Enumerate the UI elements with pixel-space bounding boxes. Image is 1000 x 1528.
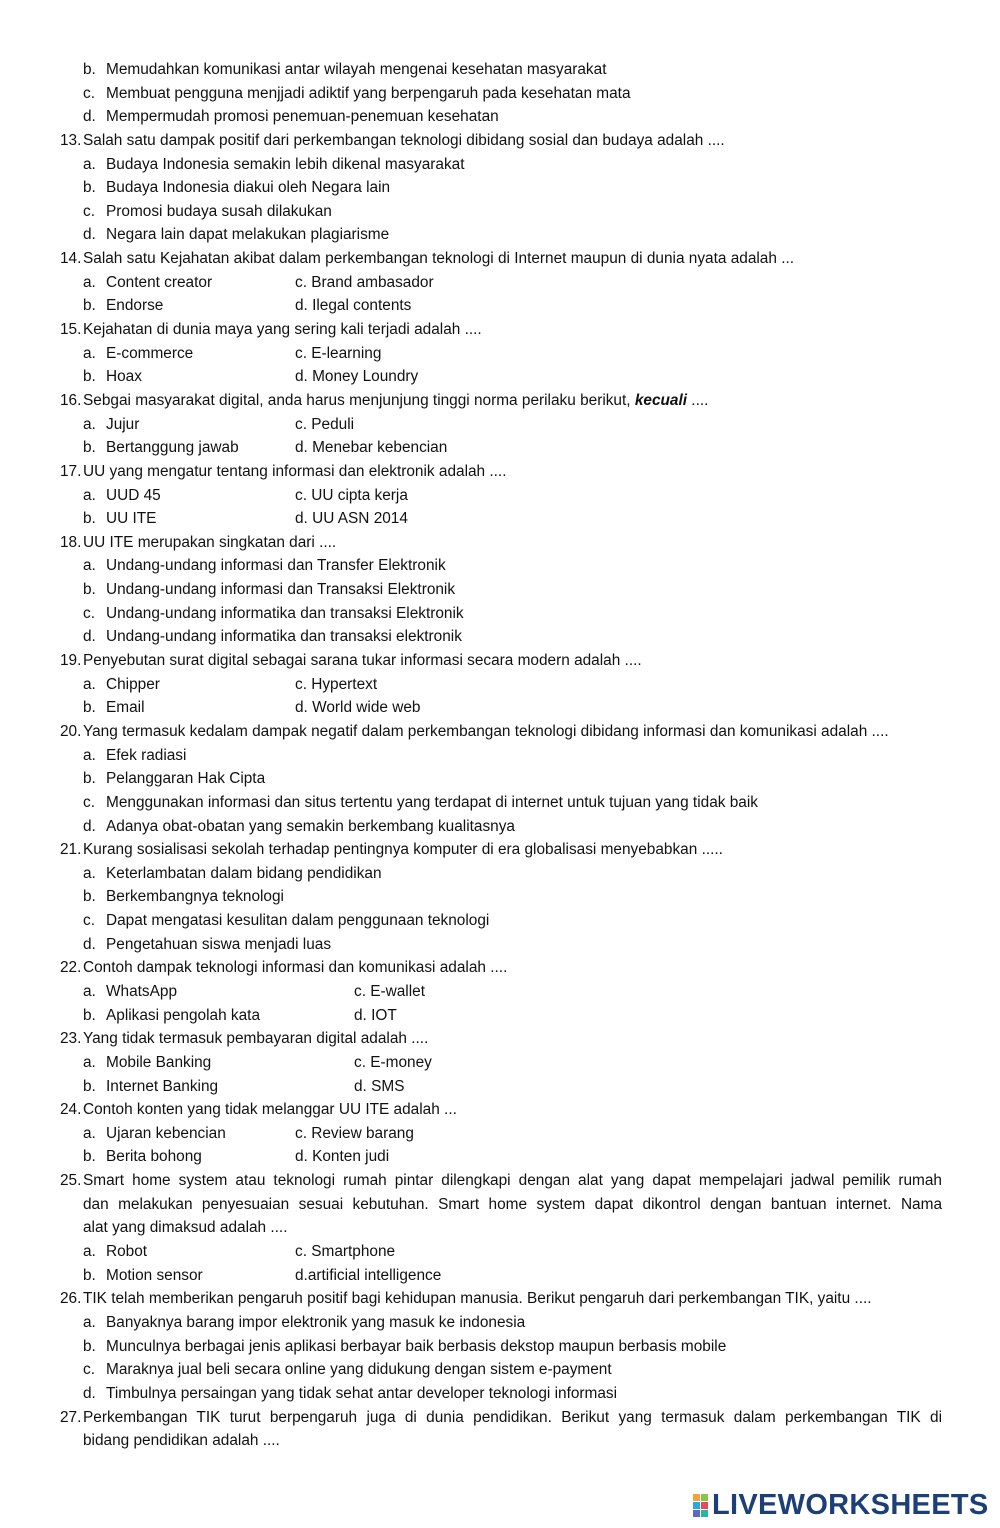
option-text-right: d. Konten judi [295,1148,390,1166]
answer-option [0,1311,1000,1335]
option-text: Berita bohong [106,1148,202,1166]
question-text: Penyebutan surat digital sebagai sarana tukar informasi secara modern adalah .... [83,652,642,670]
option-text-right: d. World wide web [295,699,421,717]
option-letter: b. [83,368,96,386]
answer-option [0,271,1000,295]
answer-option [0,1145,1000,1169]
option-text-right: d. Ilegal contents [295,297,412,315]
question-number: 22. [60,959,82,977]
question-line [0,649,1000,673]
option-text: Promosi budaya susah dilakukan [106,202,332,220]
option-text: Ujaran kebencian [106,1124,226,1142]
option-text: Dapat mengatasi kesulitan dalam penggunaan teknologi [106,912,490,930]
option-text: Membuat pengguna menjjadi adiktif yang berpengaruh pada kesehatan mata [106,84,631,102]
option-text-right: d. Money Loundry [295,368,419,386]
answer-option [0,1240,1000,1264]
question-continuation [0,1429,1000,1453]
question-line [0,956,1000,980]
question-number: 17. [60,462,82,480]
option-text: Mobile Banking [106,1053,212,1071]
answer-option [0,815,1000,839]
option-text-right: c. Peduli [295,415,355,433]
question-number: 14. [60,250,82,268]
option-text-right: d. IOT [354,1006,397,1024]
logo-block [701,1510,708,1517]
option-text: Bertanggung jawab [106,439,239,457]
option-letter: b. [83,297,96,315]
option-text: Timbulnya persaingan yang tidak sehat antar developer teknologi informasi [106,1384,618,1402]
question-text-part: Sebgai masyarakat digital, anda harus menjunjung tinggi norma perilaku berikut, [83,391,635,409]
option-text: Munculnya berbagai jenis aplikasi berbayar baik berbasis dekstop maupun berbasis mobile [106,1337,727,1355]
option-text: WhatsApp [106,982,178,1000]
question-text: UU yang mengatur tentang informasi dan elektronik adalah .... [83,462,507,480]
answer-option [0,1051,1000,1075]
liveworksheets-logo [693,1488,989,1522]
option-letter: d. [83,817,96,835]
option-letter: a. [83,982,96,1000]
question-line [0,1169,1000,1193]
question-text: UU ITE merupakan singkatan dari .... [83,533,337,551]
option-letter: a. [83,1053,96,1071]
option-text: Maraknya jual beli secara online yang didukung dengan sistem e-payment [106,1361,612,1379]
option-letter: b. [83,1337,96,1355]
option-text: E-commerce [106,344,194,362]
option-letter: b. [83,61,96,78]
option-text-right: d. Menebar kebencian [295,439,448,457]
answer-option [0,365,1000,389]
question-line [0,1027,1000,1051]
question-text: Perkembangan TIK turut berpengaruh juga di dunia pendidikan. Berikut yang termasuk dalam perkembangan TIK di [83,1408,942,1426]
answer-option [0,1335,1000,1359]
question-line [0,129,1000,153]
answer-option [0,673,1000,697]
question-text: dan melakukan penyesuaian sesuai kebutuhan. Smart home system dapat dikontrol dengan bantuan internet. Nama [83,1195,942,1213]
option-letter: b. [83,1266,96,1284]
logo-blocks-icon [693,1494,708,1517]
answer-option [0,744,1000,768]
answer-option [0,602,1000,626]
answer-option [0,933,1000,957]
answer-option [0,484,1000,508]
option-text: Robot [106,1243,148,1261]
option-letter: b. [83,1006,96,1024]
option-text: Adanya obat-obatan yang semakin berkembang kualitasnya [106,817,515,835]
option-text-right: c. Hypertext [295,675,378,693]
option-letter: a. [83,1124,96,1142]
answer-option [0,578,1000,602]
option-text-right: d. UU ASN 2014 [295,510,408,528]
answer-option [0,294,1000,318]
answer-option [0,1382,1000,1406]
question-text: Salah satu Kejahatan akibat dalam perkembangan teknologi di Internet maupun di dunia nyata adalah ... [83,250,795,268]
question-text: Yang termasuk kedalam dampak negatif dalam perkembangan teknologi dibidang informasi dan komunikasi adalah .... [83,722,889,740]
question-text: Salah satu dampak positif dari perkembangan teknologi dibidang sosial dan budaya adalah .... [83,131,725,149]
option-text: Berkembangnya teknologi [106,888,284,906]
answer-option [0,413,1000,437]
option-letter: a. [83,675,96,693]
option-letter: a. [83,746,96,764]
question-number: 15. [60,321,82,339]
question-text: Yang tidak termasuk pembayaran digital adalah .... [83,1030,429,1048]
option-text: Undang-undang informasi dan Transaksi Elektronik [106,581,456,599]
question-number: 25. [60,1172,82,1190]
worksheet-page [0,58,1000,1453]
answer-option [0,862,1000,886]
question-number: 26. [60,1290,82,1308]
answer-option [0,436,1000,460]
option-letter: b. [83,510,96,528]
question-line [0,247,1000,271]
option-letter: a. [83,864,96,882]
option-letter: c. [83,912,95,930]
option-text-right: d. SMS [354,1077,405,1095]
option-text: Keterlambatan dalam bidang pendidikan [106,864,382,882]
option-text: Motion sensor [106,1266,203,1284]
option-letter: b. [83,179,96,197]
option-letter: a. [83,344,96,362]
question-line [0,531,1000,555]
option-text: Aplikasi pengolah kata [106,1006,261,1024]
answer-option [0,909,1000,933]
option-letter: d. [83,226,96,244]
option-text: Negara lain dapat melakukan plagiarisme [106,226,390,244]
emphasis-word: kecuali [634,391,688,409]
answer-option [0,1075,1000,1099]
answer-option [0,223,1000,247]
option-letter: a. [83,1243,96,1261]
option-text: Email [106,699,145,717]
option-text: Budaya Indonesia semakin lebih dikenal masyarakat [106,155,465,173]
option-letter: b. [83,439,96,457]
question-number: 18. [60,533,82,551]
option-text: Undang-undang informasi dan Transfer Elektronik [106,557,446,575]
answer-option [0,1358,1000,1382]
question-text: alat yang dimaksud adalah .... [83,1219,288,1237]
option-letter: a. [83,557,96,575]
option-text: Jujur [106,415,140,433]
question-text: Contoh konten yang tidak melanggar UU ITE adalah ... [83,1101,457,1119]
option-letter: a. [83,155,96,173]
question-number: 23. [60,1030,82,1048]
option-text: Chipper [106,675,160,693]
option-text: Hoax [106,368,142,386]
option-letter: c. [83,84,95,102]
question-line [0,1287,1000,1311]
question-text: Smart home system atau teknologi rumah pintar dilengkapi dengan alat yang dapat mempelajari jadwal pemilik rumah [83,1172,942,1190]
question-number: 13. [60,131,82,149]
question-line [0,838,1000,862]
logo-block [693,1510,700,1517]
answer-option [0,507,1000,531]
question-text: Contoh dampak teknologi informasi dan komunikasi adalah .... [83,959,508,977]
answer-option [0,1264,1000,1288]
answer-option [0,885,1000,909]
question-text: Kejahatan di dunia maya yang sering kali terjadi adalah .... [83,321,482,339]
answer-option [0,58,1000,82]
question-continuation [0,1216,1000,1240]
option-text: Efek radiasi [106,746,187,764]
answer-option [0,105,1000,129]
question-text: Kurang sosialisasi sekolah terhadap pentingnya komputer di era globalisasi menyebabkan ..... [83,841,723,859]
answer-option [0,980,1000,1004]
option-text: Internet Banking [106,1077,219,1095]
option-text: Pelanggaran Hak Cipta [106,770,266,788]
option-text-right: c. E-money [354,1053,432,1071]
option-text: Pengetahuan siswa menjadi luas [106,935,332,953]
answer-option [0,342,1000,366]
question-line [0,1406,1000,1430]
option-letter: b. [83,1148,96,1166]
option-text: Content creator [106,273,213,291]
option-letter: c. [83,793,95,811]
option-text-right: d.artificial intelligence [295,1266,442,1284]
logo-block [701,1494,708,1501]
answer-option [0,200,1000,224]
option-text: Banyaknya barang impor elektronik yang masuk ke indonesia [106,1313,526,1331]
option-text: UUD 45 [106,486,161,504]
option-text: Memudahkan komunikasi antar wilayah mengenai kesehatan masyarakat [106,61,607,78]
answer-option [0,1122,1000,1146]
question-line [0,460,1000,484]
option-text-right: c. Review barang [295,1124,414,1142]
option-letter: a. [83,415,96,433]
option-letter: d. [83,935,96,953]
answer-option [0,1004,1000,1028]
option-text-right: c. Brand ambasador [295,273,434,291]
option-letter: b. [83,699,96,717]
question-number: 27. [60,1408,82,1426]
answer-option [0,176,1000,200]
option-text-right: c. Smartphone [295,1243,396,1261]
option-text-right: c. UU cipta kerja [295,486,408,504]
option-text: Undang-undang informatika dan transaksi elektronik [106,628,462,646]
option-letter: d. [83,628,96,646]
option-letter: a. [83,1313,96,1331]
answer-option [0,153,1000,177]
question-number: 20. [60,722,82,740]
question-text: bidang pendidikan adalah .... [83,1432,280,1450]
option-letter: b. [83,770,96,788]
option-text: Mempermudah promosi penemuan-penemuan kesehatan [106,108,499,126]
option-letter: c. [83,604,95,622]
question-text [83,389,942,413]
option-letter: c. [83,1361,95,1379]
question-number: 21. [60,841,82,859]
option-letter: b. [83,581,96,599]
option-text: Budaya Indonesia diakui oleh Negara lain [106,179,391,197]
option-letter: b. [83,888,96,906]
answer-option [0,696,1000,720]
answer-option [0,82,1000,106]
option-letter: d. [83,1384,96,1402]
logo-block [693,1494,700,1501]
option-letter: a. [83,486,96,504]
question-continuation [0,1193,1000,1217]
option-text-right: c. E-learning [295,344,382,362]
answer-option [0,554,1000,578]
question-text: TIK telah memberikan pengaruh positif bagi kehidupan manusia. Berikut pengaruh dari perkembangan TIK, yaitu .... [83,1290,872,1308]
option-letter: b. [83,1077,96,1095]
option-text: Endorse [106,297,164,315]
question-text-tail: .... [687,391,709,409]
question-line [0,720,1000,744]
answer-option [0,767,1000,791]
option-text: Undang-undang informatika dan transaksi Elektronik [106,604,464,622]
option-letter: d. [83,108,96,126]
question-number: 24. [60,1101,82,1119]
question-line [0,1098,1000,1122]
option-text: Menggunakan informasi dan situs tertentu yang terdapat di internet untuk tujuan yang tidak baik [106,793,758,811]
answer-option [0,791,1000,815]
option-letter: c. [83,202,95,220]
logo-block [693,1502,700,1509]
logo-wordmark: LIVEWORKSHEETS [712,1488,989,1521]
question-number: 19. [60,652,82,670]
logo-block [701,1502,708,1509]
question-number: 16. [60,391,82,409]
question-line [0,389,1000,413]
option-text: UU ITE [106,510,157,528]
option-letter: a. [83,273,96,291]
answer-option [0,625,1000,649]
question-line [0,318,1000,342]
option-text-right: c. E-wallet [354,982,425,1000]
